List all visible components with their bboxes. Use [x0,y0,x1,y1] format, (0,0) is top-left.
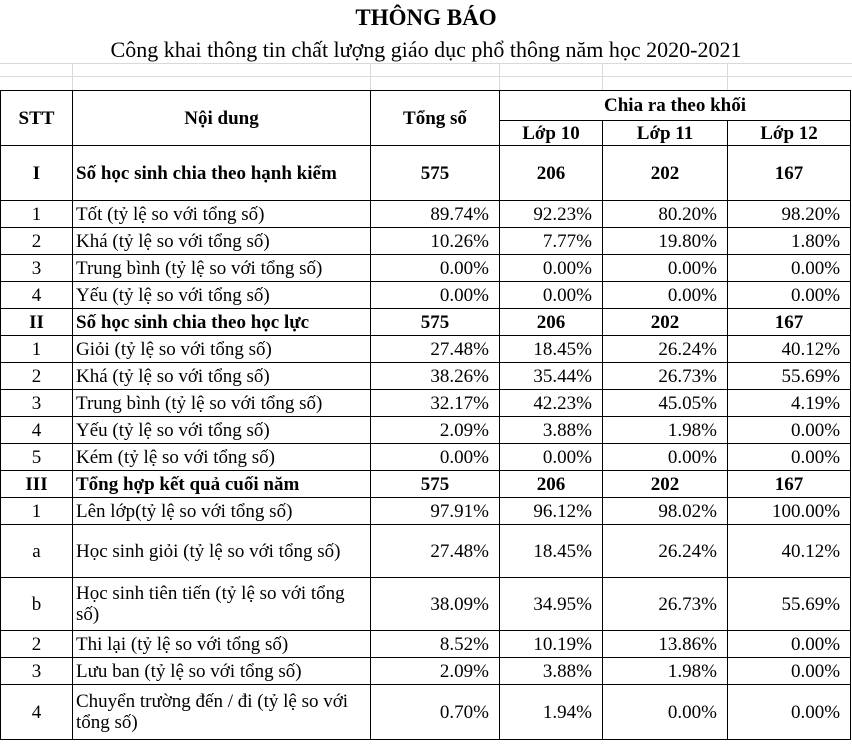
table-row [1,578,851,631]
row-total-cell: 27.48% [371,336,500,363]
row-stt-cell: a [1,525,73,578]
row-total-cell: 0.00% [371,444,500,471]
header-stt: STT [1,91,73,146]
row-stt-cell: 1 [1,201,73,228]
row-grade-11-cell: 26.24% [603,525,728,578]
row-stt-cell: III [1,471,73,498]
row-grade-10-cell: 0.00% [500,282,603,309]
row-grade-11-cell: 0.00% [603,255,728,282]
row-stt-cell: 3 [1,658,73,685]
row-content-cell: Lưu ban (tỷ lệ so với tổng số) [73,658,371,685]
table-row [1,525,851,578]
row-content-cell: Tổng hợp kết quả cuối năm [73,471,371,498]
row-grade-11-cell: 202 [603,146,728,201]
row-grade-10-cell: 42.23% [500,390,603,417]
row-grade-12-cell: 0.00% [728,255,851,282]
row-total-cell: 2.09% [371,417,500,444]
row-grade-12-cell: 1.80% [728,228,851,255]
row-grade-11-cell: 202 [603,471,728,498]
row-content-cell: Lên lớp(tỷ lệ so với tổng số) [73,498,371,525]
row-grade-11-cell: 45.05% [603,390,728,417]
table-body [1,146,851,740]
row-content-cell: Kém (tỷ lệ so với tổng số) [73,444,371,471]
row-grade-11-cell: 80.20% [603,201,728,228]
row-content-cell: Học sinh giỏi (tỷ lệ so với tổng số) [73,525,371,578]
row-grade-10-cell: 92.23% [500,201,603,228]
row-grade-11-cell: 0.00% [603,444,728,471]
row-grade-10-cell: 18.45% [500,336,603,363]
sheet-gridline [602,63,603,90]
row-stt-cell: 4 [1,417,73,444]
row-stt-cell: 4 [1,685,73,740]
row-grade-12-cell: 0.00% [728,444,851,471]
sheet-gridline [0,63,852,64]
row-grade-12-cell: 0.00% [728,417,851,444]
table-row [1,201,851,228]
row-content-cell: Tốt (tỷ lệ so với tổng số) [73,201,371,228]
row-grade-11-cell: 202 [603,309,728,336]
row-content-cell: Trung bình (tỷ lệ so với tổng số) [73,255,371,282]
row-stt-cell: 2 [1,228,73,255]
table-row [1,255,851,282]
row-total-cell: 575 [371,309,500,336]
row-grade-10-cell: 206 [500,471,603,498]
row-stt-cell: 5 [1,444,73,471]
row-content-cell: Học sinh tiên tiến (tỷ lệ so với tổng số) [73,578,371,631]
table-row [1,363,851,390]
row-stt-cell: 2 [1,363,73,390]
table-row [1,471,851,498]
row-grade-10-cell: 206 [500,146,603,201]
quality-report-table [0,90,851,740]
row-grade-11-cell: 0.00% [603,685,728,740]
row-total-cell: 38.09% [371,578,500,631]
sheet-gridline [499,63,500,90]
row-content-cell: Số học sinh chia theo học lực [73,309,371,336]
row-grade-11-cell: 13.86% [603,631,728,658]
table-row [1,309,851,336]
row-grade-12-cell: 0.00% [728,685,851,740]
header-grade-11: Lớp 11 [603,121,728,146]
row-total-cell: 575 [371,471,500,498]
row-grade-12-cell: 55.69% [728,578,851,631]
row-content-cell: Số học sinh chia theo hạnh kiểm [73,146,371,201]
row-total-cell: 0.00% [371,255,500,282]
row-grade-12-cell: 167 [728,309,851,336]
row-grade-10-cell: 206 [500,309,603,336]
row-stt-cell: 1 [1,498,73,525]
row-grade-12-cell: 40.12% [728,336,851,363]
row-grade-11-cell: 26.24% [603,336,728,363]
table-row [1,336,851,363]
row-content-cell: Giỏi (tỷ lệ so với tổng số) [73,336,371,363]
row-grade-10-cell: 0.00% [500,444,603,471]
row-grade-10-cell: 1.94% [500,685,603,740]
row-grade-12-cell: 55.69% [728,363,851,390]
row-grade-11-cell: 98.02% [603,498,728,525]
sheet-gridline [72,63,73,90]
row-total-cell: 97.91% [371,498,500,525]
row-content-cell: Chuyển trường đến / đi (tỷ lệ so với tổng số) [73,685,371,740]
notice-subtitle: Công khai thông tin chất lượng giáo dục phổ thông năm học 2020-2021 [110,37,742,62]
header-content: Nội dung [73,91,371,146]
row-grade-10-cell: 10.19% [500,631,603,658]
row-stt-cell: b [1,578,73,631]
row-grade-12-cell: 100.00% [728,498,851,525]
header-split-by-grade: Chia ra theo khối [500,91,851,121]
row-grade-12-cell: 0.00% [728,631,851,658]
row-stt-cell: 3 [1,255,73,282]
row-grade-12-cell: 4.19% [728,390,851,417]
row-content-cell: Khá (tỷ lệ so với tổng số) [73,228,371,255]
row-grade-11-cell: 1.98% [603,417,728,444]
sheet-gridline [370,63,371,90]
table-row [1,685,851,740]
row-content-cell: Trung bình (tỷ lệ so với tổng số) [73,390,371,417]
row-grade-12-cell: 167 [728,471,851,498]
table-row [1,390,851,417]
row-total-cell: 0.00% [371,282,500,309]
row-stt-cell: 2 [1,631,73,658]
row-stt-cell: 1 [1,336,73,363]
table-row [1,631,851,658]
row-grade-10-cell: 18.45% [500,525,603,578]
row-grade-12-cell: 167 [728,146,851,201]
row-grade-12-cell: 98.20% [728,201,851,228]
row-grade-10-cell: 35.44% [500,363,603,390]
sheet-gridline [0,76,852,77]
row-stt-cell: II [1,309,73,336]
row-grade-12-cell: 40.12% [728,525,851,578]
table-row [1,417,851,444]
table-row [1,146,851,201]
row-total-cell: 27.48% [371,525,500,578]
sheet-gridline [727,63,728,90]
row-grade-11-cell: 1.98% [603,658,728,685]
row-total-cell: 89.74% [371,201,500,228]
table-row [1,498,851,525]
row-grade-11-cell: 19.80% [603,228,728,255]
row-grade-12-cell: 0.00% [728,282,851,309]
row-total-cell: 8.52% [371,631,500,658]
table-row [1,228,851,255]
row-grade-11-cell: 26.73% [603,363,728,390]
row-total-cell: 38.26% [371,363,500,390]
row-stt-cell: I [1,146,73,201]
row-total-cell: 0.70% [371,685,500,740]
table-row [1,658,851,685]
header-grade-12: Lớp 12 [728,121,851,146]
table-row [1,282,851,309]
row-stt-cell: 3 [1,390,73,417]
row-content-cell: Khá (tỷ lệ so với tổng số) [73,363,371,390]
row-grade-10-cell: 3.88% [500,658,603,685]
row-grade-10-cell: 96.12% [500,498,603,525]
row-grade-10-cell: 0.00% [500,255,603,282]
table-row [1,444,851,471]
row-total-cell: 10.26% [371,228,500,255]
row-grade-11-cell: 26.73% [603,578,728,631]
row-grade-10-cell: 34.95% [500,578,603,631]
row-total-cell: 575 [371,146,500,201]
row-grade-12-cell: 0.00% [728,658,851,685]
row-stt-cell: 4 [1,282,73,309]
header-total: Tổng số [371,91,500,146]
row-total-cell: 32.17% [371,390,500,417]
row-grade-10-cell: 3.88% [500,417,603,444]
row-total-cell: 2.09% [371,658,500,685]
row-content-cell: Yếu (tỷ lệ so với tổng số) [73,282,371,309]
row-grade-10-cell: 7.77% [500,228,603,255]
header-grade-10: Lớp 10 [500,121,603,146]
notice-title: THÔNG BÁO [355,5,497,30]
row-grade-11-cell: 0.00% [603,282,728,309]
row-content-cell: Yếu (tỷ lệ so với tổng số) [73,417,371,444]
row-content-cell: Thi lại (tỷ lệ so với tổng số) [73,631,371,658]
